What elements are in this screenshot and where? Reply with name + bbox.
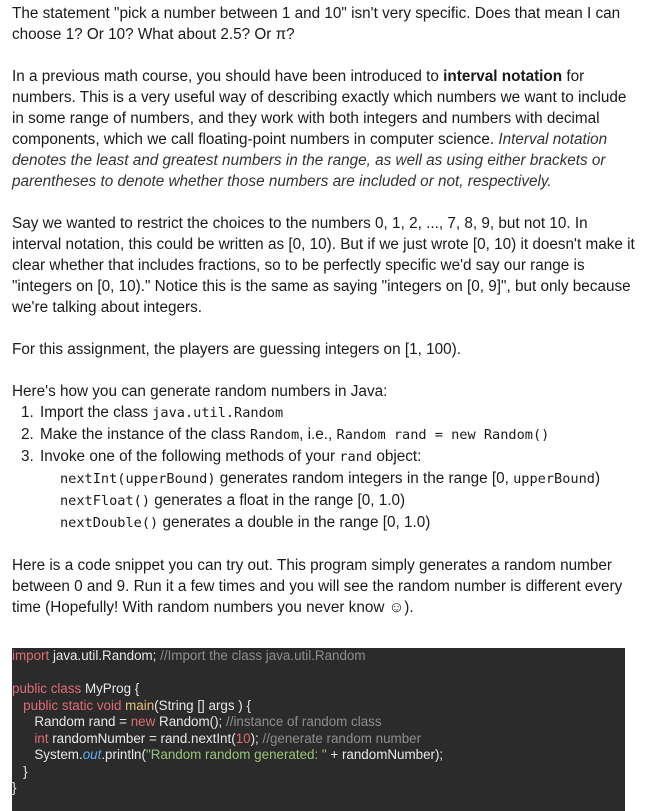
list-item: 1. Import the class java.util.Random [38,402,639,424]
code-line: public static void main(String [] args ) { [23,697,251,713]
restrict-paragraph: Say we wanted to restrict the choices to the numbers 0, 1, 2, ..., 7, 8, 9, but not 10. In interval notation, this could be written as [0, 10). But if we just wrote [0, 10) it doesn't make it clear whether that includes fractions, so to be perfectly specific we'd say our range is "integers on [0, 10)." Notice this is the same as saying "integers on [0, 9]", but only because we're talking about integers. [12,215,635,316]
code-line [12,665,625,682]
interval-pre: In a previous math course, you should have been introduced to [12,68,444,85]
code-line: int randomNumber = rand.nextInt(10); //generate random number [34,730,422,746]
method-nextint: nextInt(upperBound) generates random integers in the range [0, upperBound) [60,470,601,487]
method-nextfloat: nextFloat() generates a float in the range [0, 1.0) [60,492,406,509]
code-line: } [12,763,28,779]
interval-paragraph [12,66,639,192]
list-item: 2. Make the instance of the class Random, i.e., Random rand = new Random() [38,424,639,446]
code-line: System.out.println("Random random generated: " + randomNumber); [12,747,444,762]
code-snippet [12,648,625,811]
code-line: Random rand = new Random(); //instance of random class [12,714,382,729]
assignment-paragraph: For this assignment, the players are guessing integers on [1, 100). [12,341,461,358]
java-random-heading: Here's how you can generate random numbers in Java: [12,383,388,400]
interval-notation-term: interval notation [443,68,563,85]
list-item: 3. Invoke one of the following methods of your rand object: [38,446,639,468]
intro-paragraph: The statement "pick a number between 1 and 10" isn't very specific. Does that mean I can choose 1? Or 10? What about 2.5? Or π? [12,5,621,43]
interval-definition: Interval notation denotes the least and greatest numbers in the range, as well as using either brackets or parentheses to denote whether those numbers are included or not, respectively. [12,131,608,190]
code-line: import java.util.Random; //Import the class java.util.Random [12,648,366,663]
snippet-paragraph: Here is a code snippet you can try out. This program simply generates a random number between 0 and 9. Run it a few times and you will see the random number is different every time (Hopefully! With random numbers you never know ☺). [12,557,623,616]
code-line: } [12,780,17,795]
method-nextdouble: nextDouble() generates a double in the range [0, 1.0) [60,514,431,531]
code-line: public class MyProg { [12,681,140,696]
steps-list [12,402,639,468]
interval-mid: for numbers. This is a very useful way of describing exactly which numbers we want to include in some range of numbers, and they work with both integers and numbers with decimal components, which we call floating-point numbers in computer science. [12,68,627,148]
